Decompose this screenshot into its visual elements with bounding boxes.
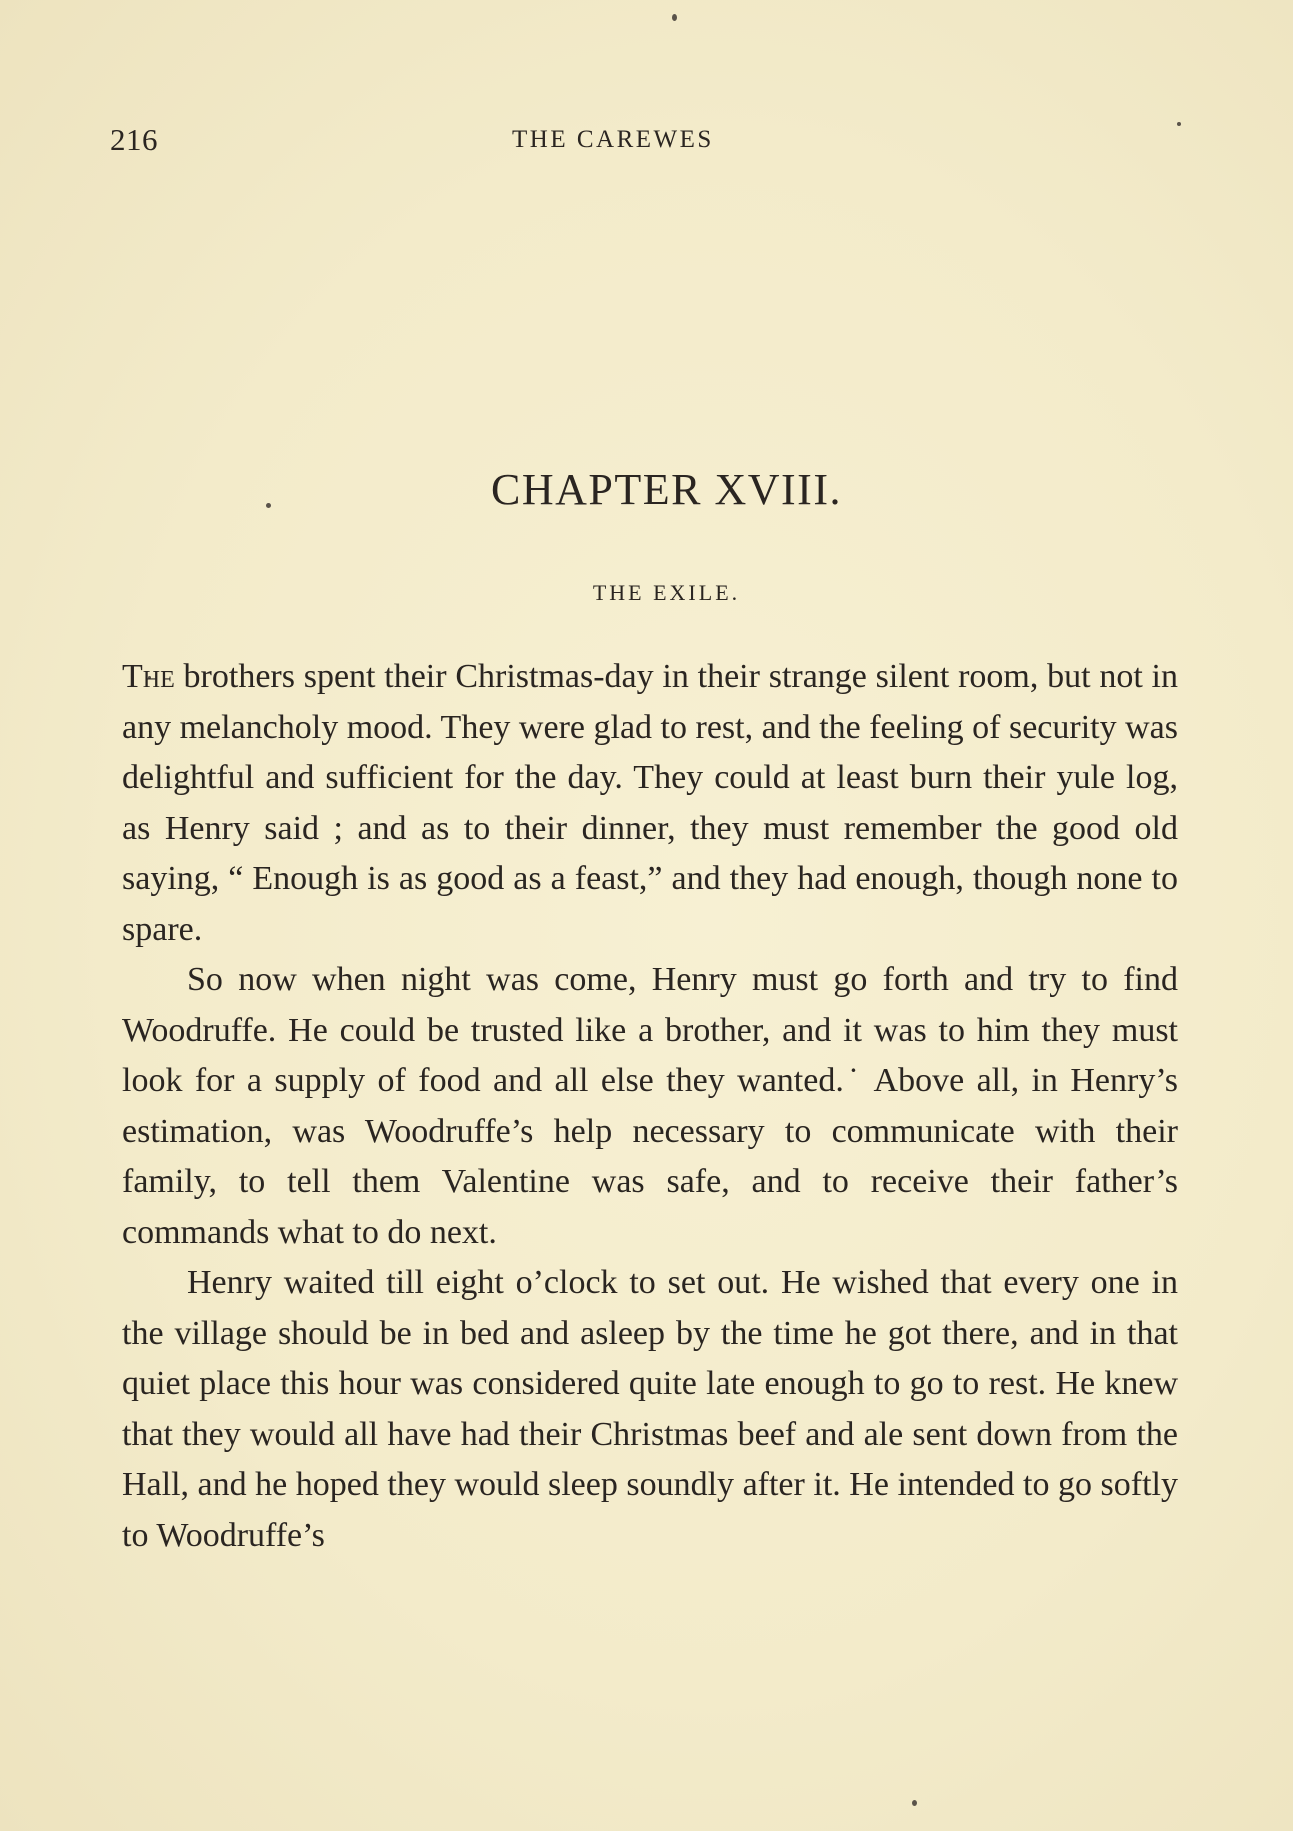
- chapter-subtitle: THE EXILE.: [592, 580, 741, 605]
- paragraph-1: [122, 652, 1178, 955]
- print-speck: [912, 1800, 917, 1806]
- running-head: [110, 122, 1190, 162]
- paragraph-lead-word: The: [122, 658, 175, 695]
- print-speck: [672, 14, 677, 21]
- body-text: [122, 652, 1178, 1561]
- paragraph-1-text: brothers spent their Christmas-day in their strange silent room, but not in any melancholy mood. They were glad to rest, and the feeling of security was delightful and sufficient for the day. They could at least burn their yule log, as Henry said ; and as to their dinner, they must remember the good old saying, “ Enough is as good as a feast,” and they had enough, though none to spare.: [122, 658, 1179, 948]
- running-title: THE CAREWES: [512, 126, 714, 153]
- paragraph-2: So now when night was come, Henry must go forth and try to find Woodruffe. He could be trusted like a brother, and it was to him they must look for a supply of food and all else they wanted.˙ Above all, in Henry’s estimation, was Woodruffe’s help necessary to communicate with their family, to tell them Valentine was safe, and to receive their father’s commands what to do next.: [122, 961, 1178, 1251]
- page-number: 216: [110, 122, 158, 157]
- chapter-heading: CHAPTER XVIII.: [491, 465, 842, 514]
- paragraph-3: Henry waited till eight o’clock to set out. He wished that every one in the village should be in bed and asleep by the time he got there, and in that quiet place this hour was considered quite late enough to go to rest. He knew that they would all have had their Christmas beef and ale sent down from the Hall, and he hoped they would sleep soundly after it. He intended to go softly to Woodruffe’s: [122, 1264, 1178, 1554]
